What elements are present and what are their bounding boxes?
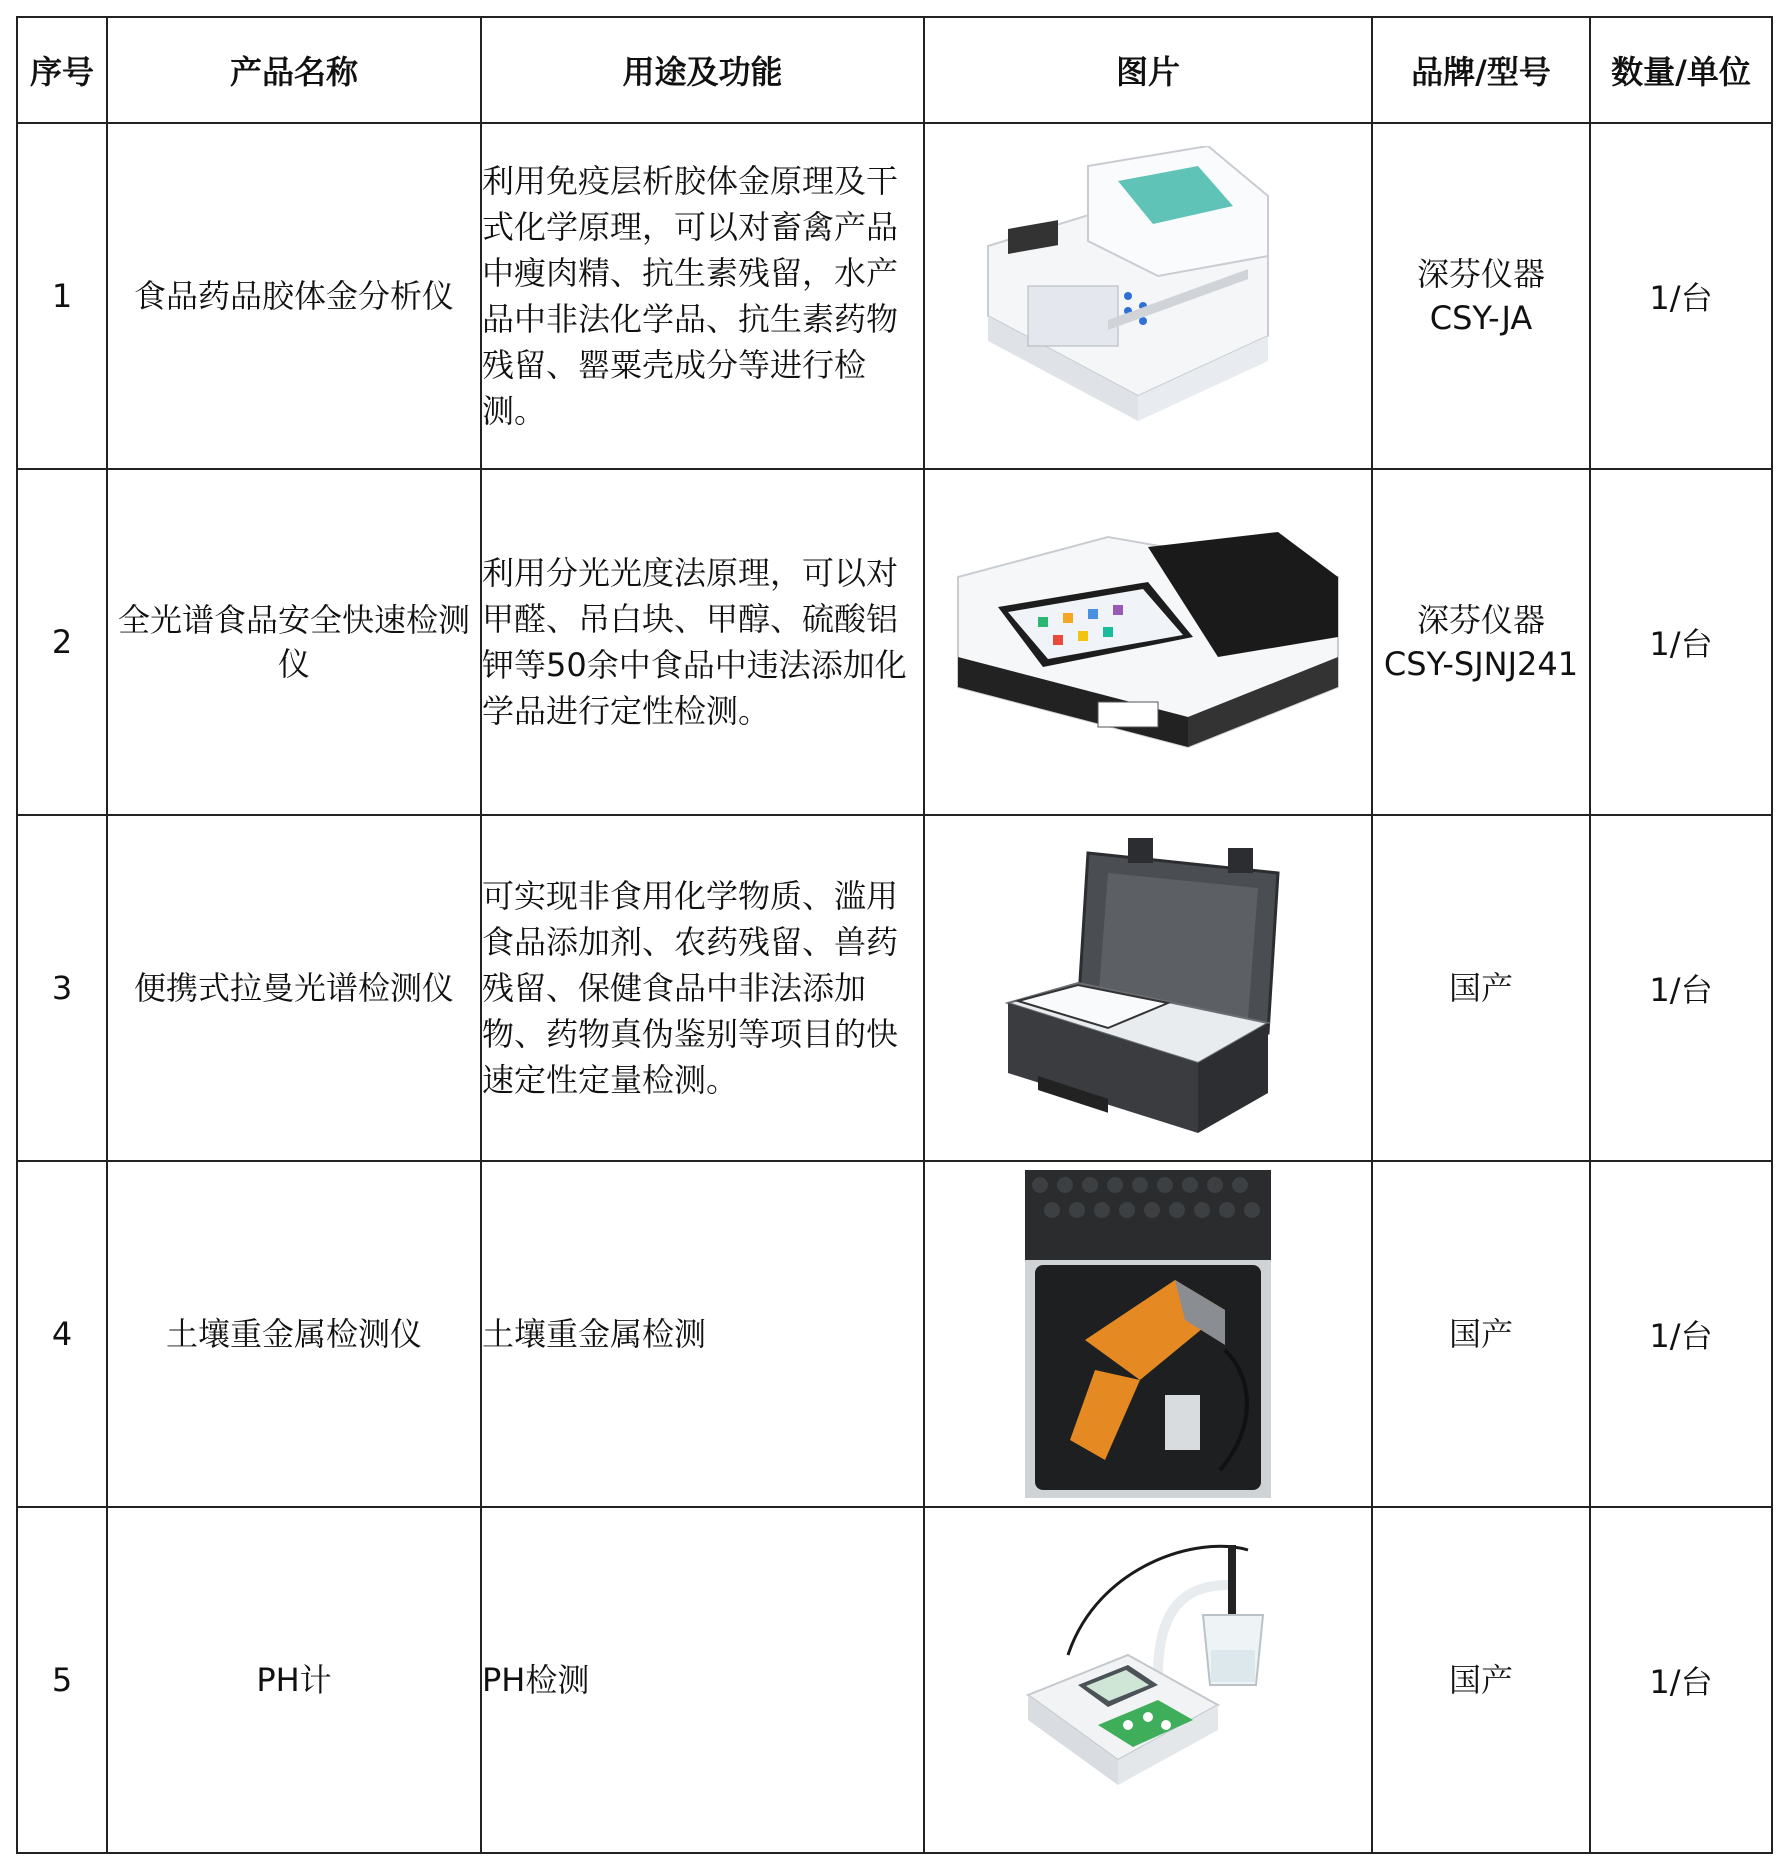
row-brand: 深芬仪器 xyxy=(1416,601,1545,639)
header-image: 图片 xyxy=(924,17,1372,123)
portable-raman-spectrometer-photo xyxy=(998,833,1298,1143)
row-product-name: 土壤重金属检测仪 xyxy=(107,1161,481,1507)
soil-heavy-metal-analyzer-photo xyxy=(1025,1170,1271,1498)
row-quantity: 1/台 xyxy=(1590,1161,1772,1507)
row-brand-model xyxy=(1372,1161,1590,1507)
row-product-name: PH计 xyxy=(107,1507,481,1853)
ph-meter-photo xyxy=(1008,1525,1288,1835)
row-brand-model xyxy=(1372,469,1590,815)
row-brand-model xyxy=(1372,123,1590,469)
row-quantity: 1/台 xyxy=(1590,123,1772,469)
row-quantity: 1/台 xyxy=(1590,469,1772,815)
row-image-cell xyxy=(924,123,1372,469)
row-brand: 国产 xyxy=(1448,1315,1513,1353)
row-function: 土壤重金属检测 xyxy=(481,1161,924,1507)
row-no: 2 xyxy=(17,469,107,815)
row-product-name: 全光谱食品安全快速检测仪 xyxy=(107,469,481,815)
row-quantity: 1/台 xyxy=(1590,815,1772,1161)
table-row xyxy=(17,815,1772,1161)
table-row xyxy=(17,469,1772,815)
row-image-cell xyxy=(924,1161,1372,1507)
row-function: 利用分光光度法原理，可以对甲醛、吊白块、甲醇、硫酸铝钾等50余中食品中违法添加化学品进行定性检测。 xyxy=(481,469,924,815)
row-image-cell xyxy=(924,815,1372,1161)
colloidal-gold-analyzer-photo xyxy=(968,146,1328,446)
header-function: 用途及功能 xyxy=(481,17,924,123)
row-product-name: 便携式拉曼光谱检测仪 xyxy=(107,815,481,1161)
table-row xyxy=(17,123,1772,469)
row-quantity: 1/台 xyxy=(1590,1507,1772,1853)
row-brand-model xyxy=(1372,815,1590,1161)
header-name: 产品名称 xyxy=(107,17,481,123)
table-row xyxy=(17,1507,1772,1853)
spectrum-food-safety-detector-photo xyxy=(948,517,1348,767)
product-table xyxy=(16,16,1773,1854)
row-function: PH检测 xyxy=(481,1507,924,1853)
row-brand: 深芬仪器 xyxy=(1416,255,1545,293)
row-no: 1 xyxy=(17,123,107,469)
table-row xyxy=(17,1161,1772,1507)
row-brand: 国产 xyxy=(1448,1661,1513,1699)
row-brand-model xyxy=(1372,1507,1590,1853)
header-brand: 品牌/型号 xyxy=(1372,17,1590,123)
row-function: 利用免疫层析胶体金原理及干式化学原理，可以对畜禽产品中瘦肉精、抗生素残留，水产品中非法化学品、抗生素药物残留、罂粟壳成分等进行检测。 xyxy=(481,123,924,469)
row-no: 4 xyxy=(17,1161,107,1507)
header-no: 序号 xyxy=(17,17,107,123)
row-image-cell xyxy=(924,469,1372,815)
row-model: CSY-SJNJ241 xyxy=(1383,645,1579,683)
header-quantity: 数量/单位 xyxy=(1590,17,1772,123)
row-brand: 国产 xyxy=(1448,969,1513,1007)
row-function: 可实现非食用化学物质、滥用食品添加剂、农药残留、兽药残留、保健食品中非法添加物、药物真伪鉴别等项目的快速定性定量检测。 xyxy=(481,815,924,1161)
row-no: 5 xyxy=(17,1507,107,1853)
row-no: 3 xyxy=(17,815,107,1161)
row-model: CSY-JA xyxy=(1429,299,1533,337)
row-image-cell xyxy=(924,1507,1372,1853)
table-header-row xyxy=(17,17,1772,123)
row-product-name: 食品药品胶体金分析仪 xyxy=(107,123,481,469)
